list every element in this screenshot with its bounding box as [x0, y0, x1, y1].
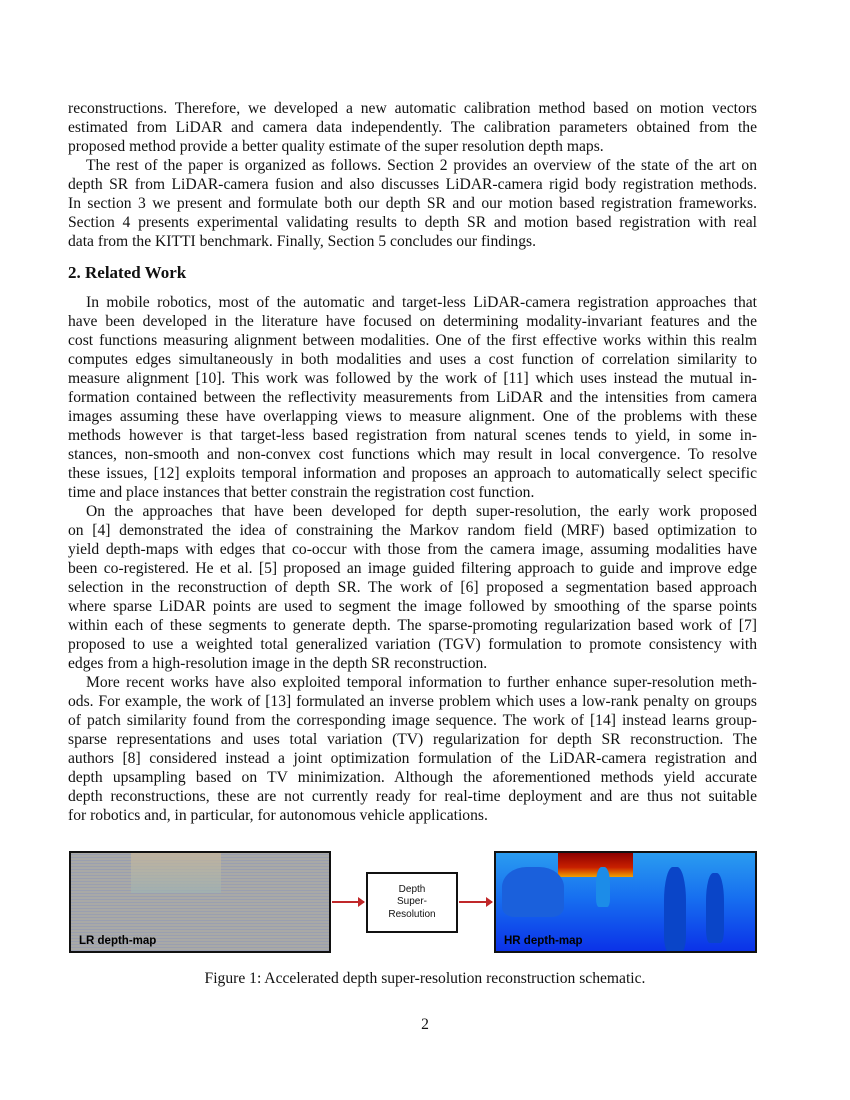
box-line: Depth — [398, 883, 426, 895]
text-line: on [4] demonstrated the idea of constraining the Markov random field (MRF) based optimization to — [68, 522, 757, 539]
text-line: measure alignment [10]. This work was followed by the work of [11] which uses instead the mutual in- — [68, 370, 757, 387]
lr-depth-map-image — [69, 851, 331, 953]
text-line: Section 4 presents experimental validating results to depth SR and motion based registration with real — [68, 214, 757, 231]
text-line: estimated from LiDAR and camera data independently. The calibration parameters obtained from the — [68, 119, 757, 136]
text-line: for robotics and, in particular, for autonomous vehicle applications. — [68, 807, 488, 824]
text-line: proposed to use a weighted total generalized variation (TGV) formulation to promote consistency with — [68, 636, 757, 653]
text-line: been co-registered. He et al. [5] proposed an image guided filtering approach to guide and improve edge — [68, 560, 757, 577]
text-line: More recent works have also exploited temporal information to further enhance super-resolution meth- — [86, 674, 757, 691]
text-line: have been developed in the literature have focused on determining modality-invariant features and the — [68, 313, 757, 330]
box-line: Super- — [396, 896, 427, 908]
text-line: In section 3 we present and formulate both our depth SR and our motion based registration frameworks. — [68, 195, 757, 212]
text-line: In mobile robotics, most of the automatic and target-less LiDAR-camera registration approaches that — [86, 294, 757, 311]
text-line: images assuming these have overlapping views to measure alignment. One of the problems with these — [68, 408, 757, 425]
text-line: computes edges simultaneously in both modalities and uses a cost function of correlation similarity to — [68, 351, 757, 368]
section-heading: 2. Related Work — [68, 263, 187, 282]
box-line: Resolution — [388, 908, 436, 920]
text-line: methods however is that target-less based registration from natural scenes tends to yield, in some in- — [68, 427, 757, 444]
text-line: these issues, [12] exploits temporal information and proposes an approach to automatically select specific — [68, 465, 757, 482]
text-line: data from the KITTI benchmark. Finally, Section 5 concludes our findings. — [68, 233, 536, 250]
page-number: 2 — [421, 1016, 429, 1033]
text-line: ods. For example, the work of [13] formulated an inverse problem which uses a low-rank penalty on groups — [68, 693, 757, 710]
text-line: depth upsampling based on TV minimization. Although the aforementioned methods yield accurate — [68, 769, 757, 786]
text-line: The rest of the paper is organized as follows. Section 2 provides an overview of the state of the art on — [86, 157, 757, 174]
hr-depth-map-label: HR depth-map — [504, 935, 583, 947]
text-line: stances, non-smooth and non-convex cost functions which may result in local convergence. To resolve — [68, 446, 757, 463]
text-line: proposed method provide a better quality estimate of the super resolution depth maps. — [68, 138, 604, 155]
arrow-right-icon — [459, 901, 492, 903]
lr-depth-map-label: LR depth-map — [79, 935, 157, 947]
text-line: cost functions measuring alignment between modalities. One of the first effective works within this realm — [68, 332, 757, 349]
text-line: depth reconstructions, these are not currently ready for real-time deployment and are thus not suitable — [68, 788, 757, 805]
text-line: within each of these segments to generate depth. The sparse-promoting regularization based work of [7] — [68, 617, 757, 634]
text-line: depth SR from LiDAR-camera fusion and also discusses LiDAR-camera rigid body registration methods. — [68, 176, 757, 193]
text-line: sparse representations and uses total variation (TV) regularization for depth SR reconstruction. The — [68, 731, 757, 748]
text-line: of patch similarity found from the corresponding image sequence. The work of [14] instead learns group- — [68, 712, 757, 729]
text-line: authors [8] considered instead a joint optimization formulation of the LiDAR-camera registration and — [68, 750, 757, 767]
depth-sr-box — [366, 872, 458, 933]
text-line: selection in the reconstruction of depth SR. The work of [6] proposed a segmentation based approach — [68, 579, 757, 596]
figure-caption: Figure 1: Accelerated depth super-resolution reconstruction schematic. — [204, 970, 646, 987]
text-line: edges from a high-resolution image in the depth SR reconstruction. — [68, 655, 488, 672]
text-line: time and place instances that better constrain the registration cost function. — [68, 484, 535, 501]
text-line: On the approaches that have been developed for depth super-resolution, the early work proposed — [86, 503, 757, 520]
arrow-right-icon — [332, 901, 364, 903]
text-line: yield depth-maps with edges that co-occur with those from the camera image, assuming modalities have — [68, 541, 757, 558]
text-line: reconstructions. Therefore, we developed a new automatic calibration method based on motion vectors — [68, 100, 757, 117]
text-line: where sparse LiDAR points are used to segment the image followed by smoothing of the sparse points — [68, 598, 757, 615]
text-line: formation contained between the reflectivity measurements from LiDAR and the intensities from camera — [68, 389, 757, 406]
hr-depth-map-image — [494, 851, 757, 953]
